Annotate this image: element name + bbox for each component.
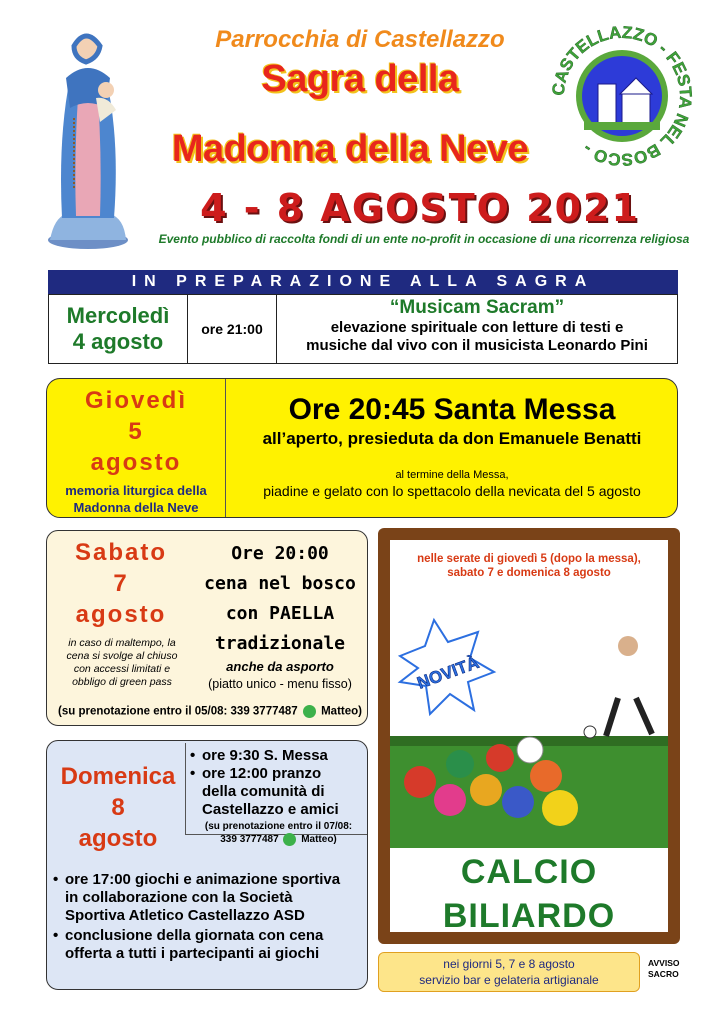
sunday-box — [46, 740, 368, 990]
calcio-schedule — [390, 552, 668, 580]
sunday-item-lunch-line2: della comunità di — [202, 783, 325, 800]
saturday-detail-line: cena nel bosco — [204, 573, 356, 594]
sunday-item-dinner-line2: offerta a tutti i partecipanti ai giochi — [65, 945, 320, 962]
madonna-statue-image — [40, 18, 135, 250]
logo-text: CASTELLAZZO - FESTA NEL BOSCO - — [548, 22, 696, 170]
thursday-note-line2: Madonna della Neve — [73, 500, 199, 515]
bar-service-box — [378, 952, 640, 992]
sunday-booking — [190, 821, 367, 846]
bullet-icon: • — [190, 765, 196, 782]
saturday-date — [51, 537, 191, 630]
thursday-after-mass: al termine della Messa, — [395, 469, 509, 481]
saturday-note-line: con accessi limitati e — [73, 663, 171, 675]
calcio-schedule-line2: sabato 7 e domenica 8 agosto — [447, 567, 611, 579]
sunday-date — [51, 761, 185, 854]
sunday-item-games-line1: ore 17:00 giochi e animazione sportiva — [65, 871, 341, 888]
calcio-title-line1: CALCIO — [460, 853, 598, 891]
saturday-day-number: 7 — [113, 570, 129, 597]
thursday-day-number: 5 — [128, 418, 144, 445]
calcio-schedule-line1: nelle serate di giovedì 5 (dopo la messa), — [417, 553, 641, 565]
sunday-afternoon-schedule — [53, 871, 363, 963]
sunday-booking-name: Matteo) — [301, 834, 337, 846]
saturday-weather-note — [51, 637, 193, 689]
event-title-line1: Sagra della — [261, 58, 459, 100]
sunday-booking-line1: (su prenotazione entro il 07/08: — [204, 821, 353, 832]
sunday-item-mass: ore 9:30 S. Messa — [202, 747, 328, 764]
saturday-month: agosto — [75, 601, 167, 628]
thursday-weekday: Giovedì — [84, 387, 188, 414]
preparation-desc-line2: musiche dal vivo con il musicista Leonardo Pini — [306, 337, 648, 354]
preparation-time: ore 21:00 — [188, 295, 277, 363]
preparation-day — [49, 295, 188, 363]
bullet-icon: • — [190, 747, 196, 764]
event-dates: 4 - 8 AGOSTO 2021 — [200, 186, 640, 230]
sunday-morning-schedule — [185, 743, 367, 846]
novita-badge: NOVITÀ — [414, 652, 482, 693]
preparation-description — [277, 295, 677, 363]
sunday-day-number: 8 — [111, 794, 125, 821]
event-title-line2: Madonna della Neve — [171, 128, 529, 170]
bar-service-line2: servizio bar e gelateria artigianale — [419, 973, 599, 987]
bullet-icon: • — [53, 927, 59, 944]
sunday-item-games-line2: in collaborazione con la Società — [65, 889, 293, 906]
event-subtitle: Evento pubblico di raccolta fondi di un ente no-profit in occasione di una ricorrenza religiosa — [158, 232, 690, 246]
sunday-weekday: Domenica — [60, 763, 176, 790]
thursday-month: agosto — [90, 449, 182, 476]
preparation-weekday: Mercoledì — [66, 303, 170, 328]
sunday-item-lunch-line3: Castellazzo e amici — [202, 801, 339, 818]
thursday-note-line1: memoria liturgica della — [65, 483, 207, 498]
parish-name: Parrocchia di Castellazzo — [215, 26, 505, 53]
saturday-box — [46, 530, 368, 726]
whatsapp-icon — [283, 833, 296, 846]
saturday-detail-line: con PAELLA — [225, 603, 335, 624]
calcio-title — [390, 850, 668, 938]
calcio-biliardo-image — [390, 586, 668, 848]
thursday-date-column — [47, 379, 226, 517]
saturday-weekday: Sabato — [74, 539, 167, 566]
preparation-desc-line1: elevazione spirituale con letture di testi e — [330, 319, 624, 336]
sunday-booking-line2: 339 3777487 — [220, 834, 279, 846]
thursday-food: piadine e gelato con lo spettacolo della nevicata del 5 agosto — [263, 483, 641, 499]
saturday-note-line: obbligo di green pass — [72, 676, 172, 688]
saturday-booking-name: Matteo) — [321, 705, 362, 718]
preparation-heading: IN PREPARAZIONE ALLA SAGRA — [48, 270, 678, 294]
sunday-month: agosto — [78, 825, 158, 852]
sunday-item-dinner-line1: conclusione della giornata con cena — [65, 927, 324, 944]
bullet-icon: • — [53, 871, 59, 888]
saturday-detail-line: tradizionale — [214, 633, 346, 654]
sunday-item-lunch-line1: ore 12:00 pranzo — [202, 765, 322, 782]
avviso-line1: AVVISO — [648, 958, 680, 968]
preparation-event-title: “Musicam Sacram” — [389, 297, 565, 318]
bar-service-line1: nei giorni 5, 7 e 8 agosto — [443, 957, 575, 971]
saturday-menu-note: (piatto unico - menu fisso) — [208, 677, 352, 691]
saturday-detail-line: Ore 20:00 — [231, 543, 329, 564]
preparation-date: 4 agosto — [72, 329, 164, 354]
saturday-note-line: in caso di maltempo, la — [68, 637, 176, 649]
saturday-note-line: cena si svolge al chiuso — [66, 650, 178, 662]
thursday-mass-subtitle: all’aperto, presieduta da don Emanuele Benatti — [262, 429, 642, 448]
whatsapp-icon — [303, 705, 316, 718]
thursday-details — [227, 379, 677, 499]
saturday-takeaway: anche da asporto — [226, 659, 334, 674]
calcio-biliardo-panel — [378, 528, 680, 944]
thursday-mass: Ore 20:45 Santa Messa — [288, 393, 616, 426]
avviso-sacro — [648, 958, 708, 980]
castellazzo-logo — [548, 22, 696, 170]
sunday-item-games-line3: Sportiva Atletico Castellazzo ASD — [65, 907, 305, 924]
saturday-details — [193, 539, 367, 693]
calcio-title-line2: BILIARDO — [442, 897, 616, 935]
saturday-booking-text: (su prenotazione entro il 05/08: 339 3777487 — [58, 705, 298, 718]
saturday-booking — [55, 705, 365, 718]
thursday-box — [46, 378, 678, 518]
avviso-line2: SACRO — [648, 969, 679, 979]
preparation-table — [48, 294, 678, 364]
